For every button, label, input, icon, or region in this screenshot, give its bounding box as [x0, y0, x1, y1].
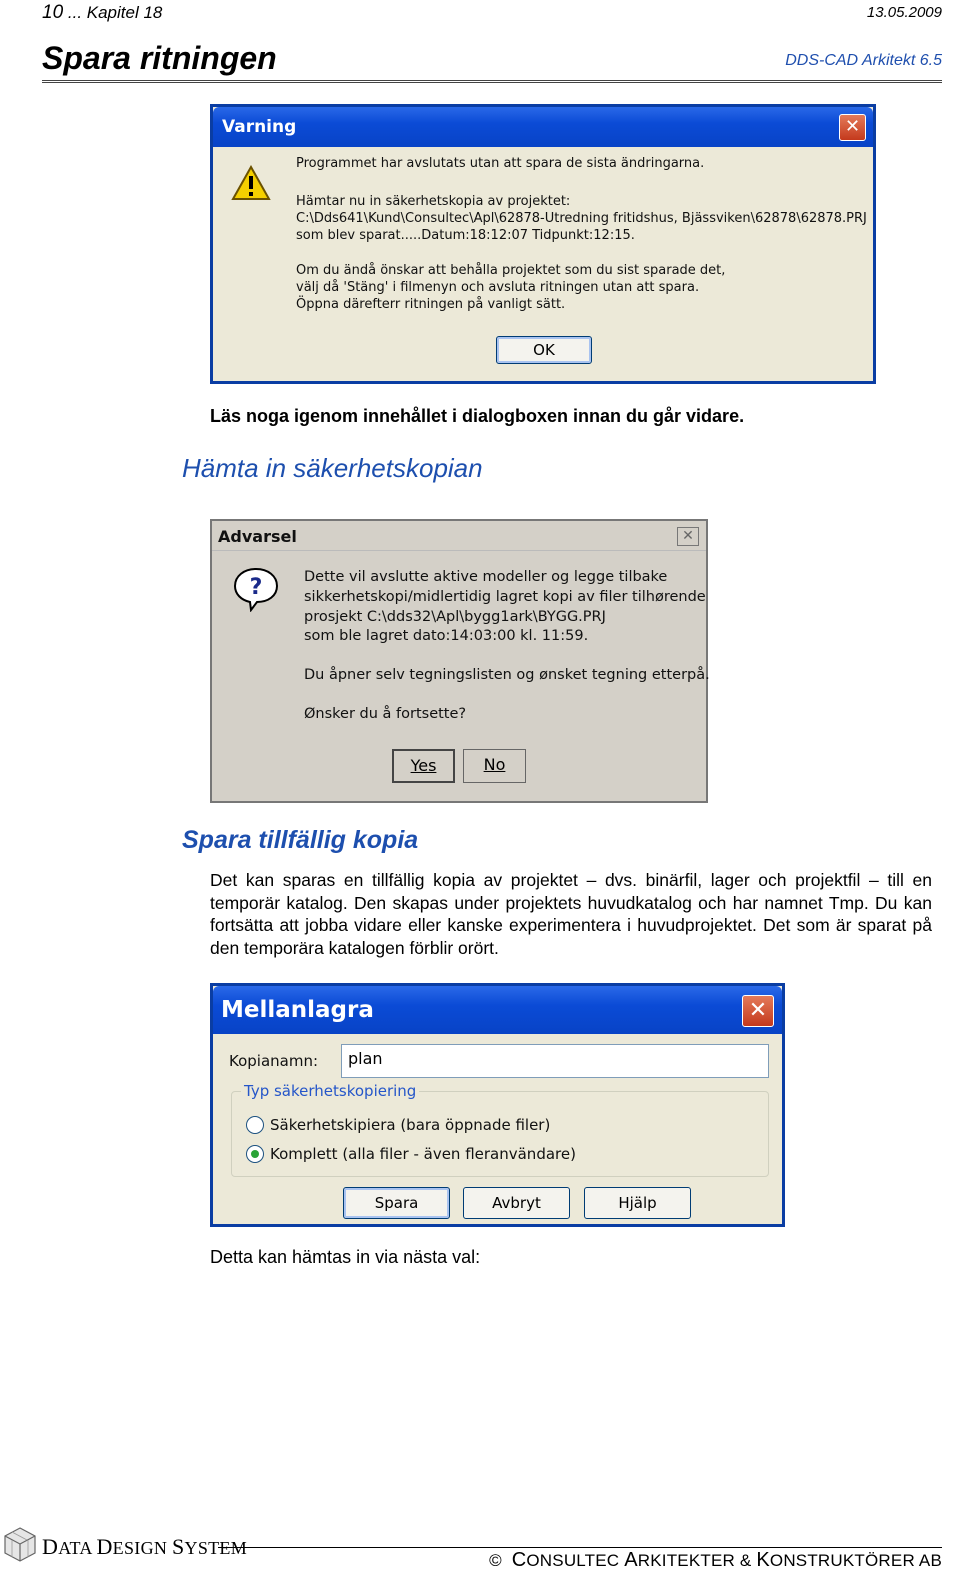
warning-icon [231, 165, 271, 201]
read-dialog-note: Läs noga igenom innehållet i dialogboxen innan du går vidare. [210, 406, 745, 426]
warning-message-line: som blev sparat.....Datum:18:12:07 Tidpunkt:12:15. [296, 228, 635, 243]
save-button[interactable]: Spara [343, 1187, 450, 1219]
backup-option-radio-partial[interactable] [246, 1116, 264, 1134]
product-name: DDS-CAD Arkitekt 6.5 [785, 52, 942, 69]
advarsel-message-line: Ønsker du å fortsette? [304, 706, 467, 722]
company-logo [3, 1526, 37, 1562]
help-button[interactable]: Hjälp [584, 1187, 691, 1219]
copyright: © CONSULTEC ARKITEKTER & KONSTRUKTÖRER AB [489, 1549, 942, 1571]
advarsel-dialog-title: Advarsel [218, 527, 297, 546]
warning-message-line: Öppna därefterr ritningen på vanligt sätt. [296, 297, 566, 312]
fetch-note: Detta kan hämtas in via nästa val: [210, 1247, 481, 1267]
header-date: 13.05.2009 [866, 4, 942, 21]
restore-heading: Hämta in säkerhetskopian [182, 453, 483, 483]
ok-button[interactable]: OK [496, 336, 592, 364]
header-rule [42, 80, 942, 85]
close-icon[interactable]: ✕ [677, 527, 699, 546]
warning-message-line: Programmet har avslutats utan att spara de sista ändringarna. [296, 156, 705, 171]
close-icon[interactable]: ✕ [839, 114, 866, 141]
advarsel-dialog-titlebar [212, 521, 706, 551]
advarsel-message-line: prosjekt C:\dds32\Apl\bygg1ark\BYGG.PRJ [304, 609, 606, 625]
mellanlagra-dialog-titlebar [213, 986, 782, 1034]
close-icon[interactable]: ✕ [742, 995, 774, 1027]
warning-message-line: Hämtar nu in säkerhetskopia av projektet: [296, 194, 571, 209]
backup-option-label: Komplett (alla filer - även fleranvändare) [270, 1145, 576, 1163]
warning-dialog [210, 104, 876, 384]
company-name: DATA DESIGN SYSTEM [42, 1534, 248, 1559]
backup-option-label: Säkerhetskipiera (bara öppnade filer) [270, 1116, 551, 1134]
chapter-label: ... Kapitel 18 [67, 3, 163, 22]
advarsel-message-line: Dette vil avslutte aktive modeller og legge tilbake [304, 569, 668, 585]
question-icon [232, 566, 280, 612]
page-number: 10 [42, 2, 64, 23]
advarsel-message-line: Du åpner selv tegningslisten og ønsket tegning etterpå. [304, 667, 710, 683]
mellanlagra-dialog [210, 983, 785, 1227]
no-button[interactable]: No [463, 749, 526, 783]
chapter-reference [42, 2, 162, 24]
temp-copy-paragraph: Det kan sparas en tillfällig kopia av projektet – dvs. binärfil, lager och projektfil – till en temporär katalog. Den skapas under projektets huvudkatalog och har namnet Tmp. Du kan fortsätta att jobba vidare eller kanske experimentera i huvudprojektet. Det som är sparat på den temporära katalogen förblir orört. [210, 870, 932, 958]
copy-name-input[interactable]: plan [341, 1044, 769, 1078]
advarsel-message-line: sikkerhetskopi/midlertidig lagret kopi av filer tilhørende [304, 589, 706, 605]
advarsel-message-line: som ble lagret dato:14:03:00 kl. 11:59. [304, 628, 589, 644]
advarsel-dialog [210, 519, 708, 803]
page-title: Spara ritningen [42, 40, 277, 76]
yes-button[interactable]: Yes [392, 749, 455, 783]
svg-text:?: ? [249, 575, 263, 600]
warning-message-line: välj då 'Stäng' i filmenyn och avsluta ritningen utan att spara. [296, 280, 700, 295]
cancel-button[interactable]: Avbryt [463, 1187, 570, 1219]
footer-rule [218, 1547, 942, 1548]
backup-option-radio-complete[interactable] [246, 1145, 264, 1163]
backup-type-group [231, 1091, 769, 1177]
temp-copy-heading: Spara tillfällig kopia [182, 826, 419, 854]
backup-type-group-title: Typ säkerhetskopiering [241, 1082, 419, 1100]
warning-message-line: C:\Dds641\Kund\Consultec\Apl\62878-Utredning fritidshus, Bjässviken\62878\62878.PRJ [296, 211, 867, 226]
warning-dialog-titlebar [213, 107, 873, 147]
mellanlagra-dialog-title: Mellanlagra [221, 997, 374, 1023]
warning-dialog-title: Varning [222, 117, 297, 137]
warning-message-line: Om du ändå önskar att behålla projektet som du sist sparade det, [296, 263, 726, 278]
copy-name-label: Kopianamn: [229, 1052, 319, 1070]
copyright-icon: © [489, 1551, 502, 1570]
